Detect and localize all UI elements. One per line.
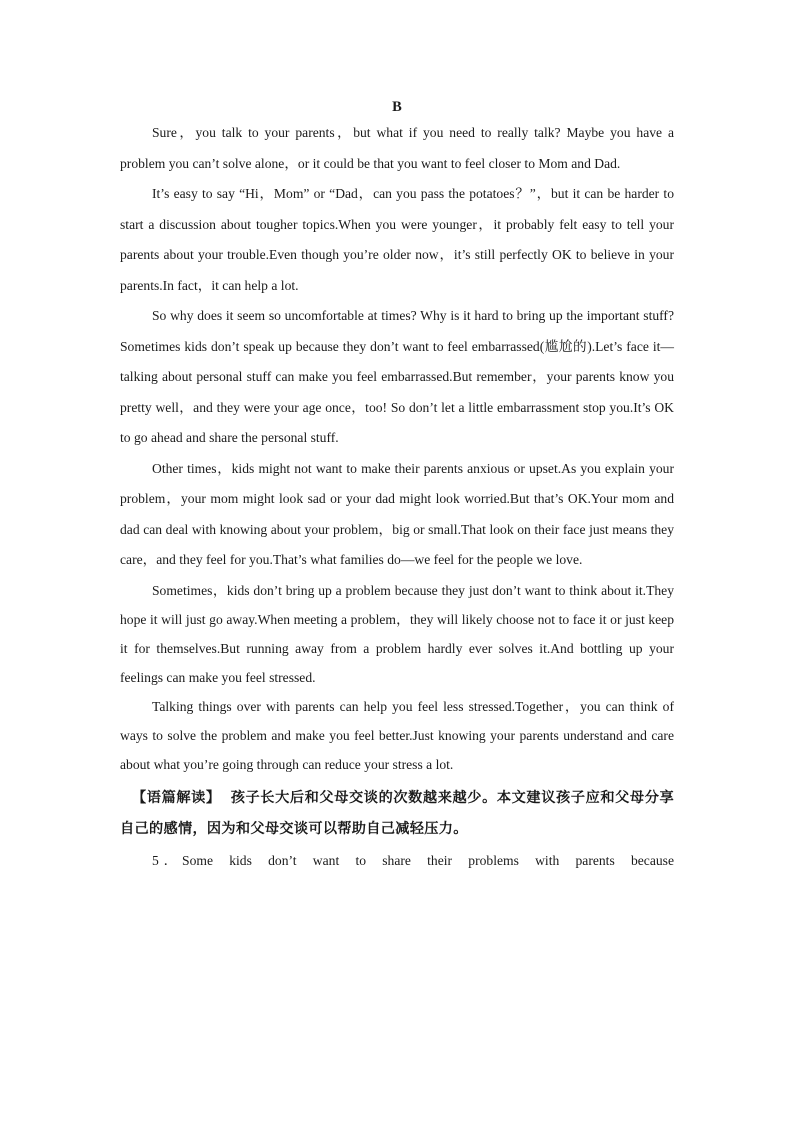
section-title: B [392, 99, 402, 115]
analysis-text: 孩子长大后和父母交谈的次数越来越少。本文建议孩子应和父母分享自己的感情，因为和父母交谈可以帮助自己减轻压力。 [120, 789, 674, 837]
paragraph-1: Sure，you talk to your parents，but what if you need to really talk? Maybe you have a problem you can’t solve alone，or it could be that you want to feel closer to Mom and Dad. [120, 125, 674, 171]
document-content [120, 96, 674, 876]
paragraph-6: Talking things over with parents can help you feel less stressed.Together，you can think of ways to solve the problem and make you feel better.Just knowing your parents understand and care about what you’re going through can reduce your stress a lot. [120, 698, 674, 772]
paragraph-3: So why does it seem so uncomfortable at times? Why is it hard to bring up the important stuff? Sometimes kids don’t speak up because they don’t want to feel embarrassed(尴尬的).Let’s face it—talking about personal stuff can make you feel embarrassed.But remember，your parents know you pretty well，and they were your age once，too! So don’t let a little embarrassment stop you.It’s OK to go ahead and share the personal stuff. [120, 308, 674, 445]
paragraph-4: Other times，kids might not want to make their parents anxious or upset.As you explain your problem，your mom might look sad or your dad might look worried.But that’s OK.Your mom and dad can deal with knowing about your problem，big or small.That look on their face just means they care，and they feel for you.That’s what families do—we feel for the people we love. [120, 460, 674, 567]
question-5: 5．Some kids don’t want to share their problems with parents because [152, 852, 674, 868]
paragraph-5: Sometimes，kids don’t bring up a problem because they just don’t want to think about it.They hope it will just go away.When meeting a problem，they will likely choose not to face it or just keep it for themselves.But running away from a problem hardly ever solves it.And bottling up your feelings can make you feel stressed. [120, 582, 674, 685]
analysis-label: 【语篇解读】 [132, 789, 221, 806]
passage-analysis [120, 783, 674, 845]
paragraph-2: It’s easy to say “Hi，Mom” or “Dad，can you pass the potatoes？”，but it can be harder to start a discussion about tougher topics.When you were younger，it probably felt easy to tell your parents about your trouble.Even though you’re older now，it’s still perfectly OK to believe in your parents.In fact，it can help a lot. [120, 186, 674, 293]
